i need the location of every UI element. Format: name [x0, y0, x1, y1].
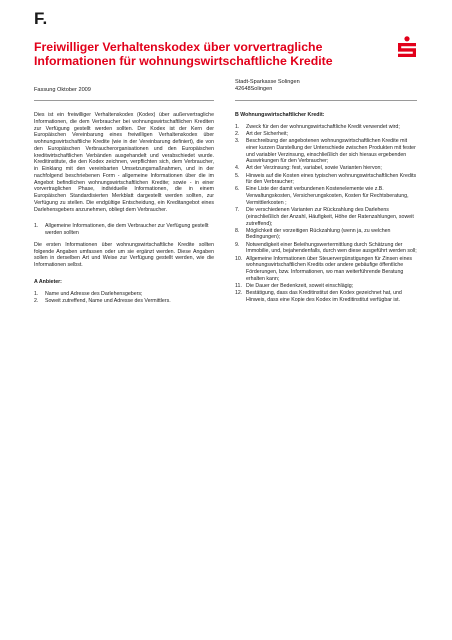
list-item-text: Möglichkeit der vorzeitigen Rückzahlung (wenn ja, zu welchen Bedingungen); [246, 227, 391, 241]
list-item-number: 1. [34, 290, 39, 297]
left-divider [34, 100, 214, 101]
list-item-number: 5. [235, 172, 240, 179]
list-item [235, 124, 417, 131]
list-item-text: Allgemeine Informationen über Steuervergünstigungen für Zinsen eines wohnungswirtschaftlichen Kredits oder andere gebäufige öffentliche Förderungen, bzw. Informationen, wo man weiterführende Beratung erhalten kann; [246, 255, 413, 282]
list-item-text: Art der Sicherheit; [246, 130, 289, 137]
point-1-heading [34, 223, 214, 237]
list-item [235, 131, 417, 138]
right-divider [235, 100, 417, 101]
list-item [235, 242, 417, 256]
list-item-text: Eine Liste der damit verbundenen Kostenelemente wie z.B. Verwaltungskosten, Versicherungskosten, Kosten für Rechtsberatung, Vermittlerkosten ; [246, 186, 409, 206]
point-1-number: 1. [34, 223, 39, 230]
list-item-number: 6. [235, 186, 240, 193]
list-item-number: 11. [235, 282, 242, 289]
list-item-number: 8. [235, 227, 240, 234]
issuer-name: Stadt-Sparkasse Solingen [235, 79, 300, 85]
right-column [235, 112, 417, 304]
section-b-heading: B Wohnungswirtschaftlicher Kredit: [235, 112, 325, 118]
section-letter: F. [34, 9, 48, 28]
point-1-text: Allgemeine Informationen, die dem Verbraucher zur Verfügung gestellt werden sollten [45, 223, 209, 236]
list-item-number: 9. [235, 241, 240, 248]
list-item-number: 2. [34, 297, 39, 304]
list-item-text: Zweck für den der wohnungswirtschaftliche Kredit verwendet wird; [246, 123, 400, 130]
list-item-number: 12. [235, 290, 243, 297]
list-item-text: Beschreibung der angebotenen wohnungswirtschaftlichen Kredite mit einer kurzen Darstellung der Unterschiede zwischen Produkten mit fester und variabler Verzinsung, einschließlich der sich hieraus ergebenden Auswirkungen für den Verbraucher; [246, 138, 416, 165]
list-item-number: 10. [235, 255, 243, 262]
list-item-text: Name und Adresse des Darlehensgebers; [45, 290, 143, 297]
list-item [235, 283, 417, 290]
section-a-heading: A Anbieter: [34, 278, 62, 285]
list-item-text: Notwendigkeit einer Beleihungswertermittlung durch Schätzung der Immobilie, und, bejahendenfalls, durch wen diese ausgeführt werden soll; [246, 241, 417, 255]
list-item-text: Hinweis auf die Kosten eines typischen wohnungswirtschaftlichen Kredits für den Verbraucher; [246, 172, 417, 186]
list-item-text: Die Dauer der Bedenkzeit, soweit einschlägig; [246, 282, 354, 289]
list-item-text: Soweit zutreffend, Name und Adresse des Vermittlers. [45, 297, 171, 304]
list-item [235, 186, 417, 206]
list-item [235, 207, 417, 227]
list-item [34, 291, 214, 298]
list-item [235, 290, 417, 304]
edition-date: Fassung Oktober 2009 [34, 87, 91, 93]
list-item-text: Bestätigung, dass das Kreditinstitut den Kodex gezeichnet hat, und Hinweis, dass eine Kopie des Kodex im Kreditinstitut verfügbar ist. [246, 290, 402, 303]
list-item [235, 256, 417, 283]
list-item [235, 165, 417, 172]
list-item-text: Art der Verzinsung: fest, variabel, sowie Varianten hiervon; [246, 165, 382, 172]
issuer-address [235, 79, 300, 94]
point-1-body: Die ersten Informationen über wohnungswirtschaftliche Kredite sollten folgende Angaben umfassen oder um sie ergänzt werden. Diese Angaben sollen in derselben Art und Weise zur Verfügung gestellt werden, wie die Informationen selbst. [34, 241, 214, 268]
list-item [235, 173, 417, 187]
list-item-text: Die verschiedenen Varianten zur Rückzahlung des Darlehens (einschließlich der Anzahl, Häufigkeit, Höhe der Ratenzahlungen, soweit zutreffend); [246, 207, 414, 227]
list-item-number: 1. [235, 123, 240, 130]
page-title: Freiwilliger Verhaltenskodex über vorvertragliche Informationen für wohnungswirtschaftliche Kredite [34, 40, 333, 68]
sparkasse-s-logo [397, 36, 417, 58]
issuer-city: 42648Solingen [235, 86, 273, 93]
list-item [235, 138, 417, 165]
list-item [235, 228, 417, 242]
intro-paragraph: Dies ist ein freiwilliger Verhaltenskodex (Kodex) über außervertragliche Informationen, die dem Verbraucher bei wohnungswirtschaftlichen Krediten zur Verfügung gestellt werden sollten. Der Kodex ist der Kern der Europäischen Vereinbarung eines freiwilligen Verhaltenskodex über wohnungswirtschaftliche Kredite (wie in der Vereinbarung definiert), die von den Europäischen Verbraucherorganisationen und den Europäischen kreditwirtschaftlichen Verbänden ausgehandelt und verabschiedet wurde. Kreditinstitute, die den Kodex zeichnen, verpflichten sich, dem Verbraucher, in Einklang mit den vereinbarten Umsetzungsmaßnahmen, und in der nachfolgend beschriebenen Form - allgemeine Informationen über die im Angebot befindlichen wohnungswirtschaftlichen Kredite; sowie - in einer vorvertraglichen Phase, individuelle Informationen, die in einem Europäischen Standardisierten Merkblatt dargestellt werden sollten, zur Verfügung zu stellen. Die endgültige Entscheidung, ein Kreditangebot eines Darlehensgebers anzunehmen, obliegt dem Verbraucher. [34, 112, 214, 213]
section-a-list [34, 291, 214, 305]
list-item-number: 3. [235, 138, 240, 145]
list-item-number: 7. [235, 207, 240, 214]
list-item-number: 2. [235, 130, 240, 137]
section-b-list [235, 124, 417, 304]
left-column [34, 112, 214, 305]
list-item-number: 4. [235, 165, 240, 172]
list-item [34, 298, 214, 305]
